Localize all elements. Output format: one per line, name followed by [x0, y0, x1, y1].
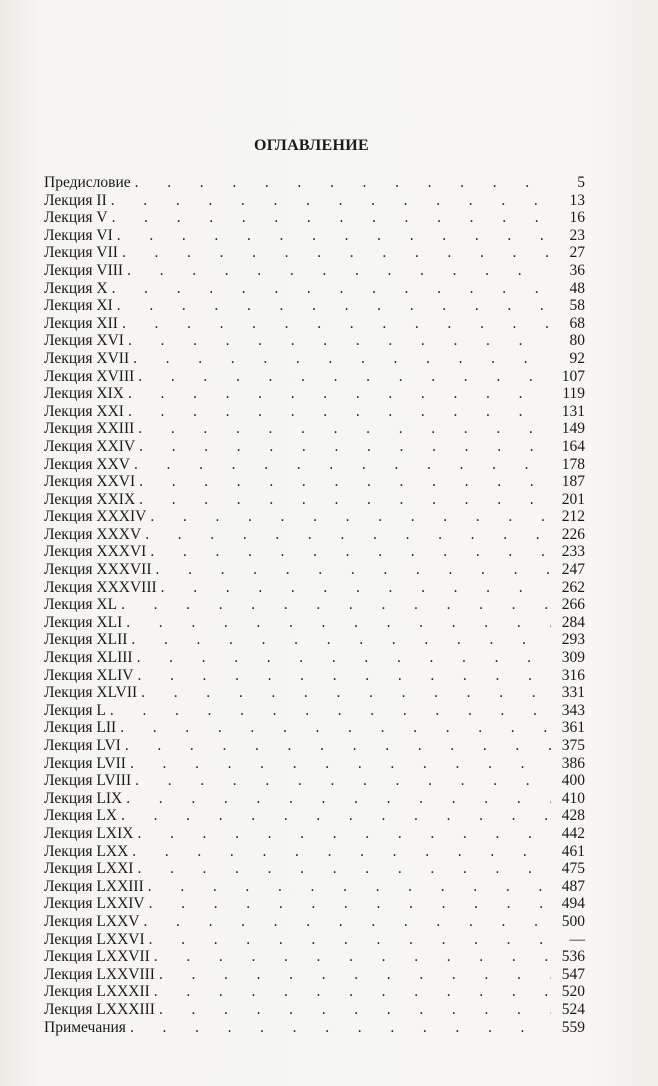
toc-entry-page: 233 — [561, 543, 585, 561]
toc-leader-dots — [135, 772, 551, 790]
toc-entry-title: Лекция L — [44, 701, 106, 719]
toc-leader-dots — [137, 667, 551, 685]
toc-leader-dots — [126, 614, 551, 632]
toc-entry-page: 524 — [561, 1000, 585, 1018]
toc-entry-title: Лекция VI — [44, 226, 113, 244]
toc-entry-title: Лекция XXXVIII — [44, 578, 157, 596]
toc-entry-title: Лекция LVI — [44, 737, 121, 754]
toc-leader-dots — [145, 526, 551, 544]
toc-entry-title: Предисловие — [44, 174, 131, 191]
toc-entry — [44, 983, 585, 1001]
toc-entry — [44, 667, 585, 685]
toc-leader-dots — [133, 350, 551, 368]
toc-entry-title: Лекция XXXV — [44, 525, 142, 543]
toc-entry-title: Лекция LVIII — [44, 772, 132, 790]
toc-leader-dots — [127, 262, 551, 280]
toc-entry-title: Лекция VIII — [44, 261, 124, 279]
toc-entry-title: Примечания — [44, 1018, 126, 1036]
toc-entry — [44, 684, 585, 702]
toc-entry — [44, 790, 585, 808]
toc-entry-title: Лекция XLI — [44, 613, 123, 631]
toc-entry — [44, 631, 585, 649]
toc-entry-title: Лекция XXIII — [44, 420, 135, 438]
toc-entry-page: 36 — [569, 261, 585, 279]
toc-leader-dots — [137, 860, 551, 878]
toc-entry — [44, 649, 585, 667]
toc-entry-page: 400 — [561, 772, 585, 790]
toc-entry — [44, 596, 585, 614]
toc-entry — [44, 737, 585, 755]
toc-entry-page: 331 — [561, 684, 585, 702]
toc-entry — [44, 385, 585, 403]
toc-entry-title: Лекция XXIX — [44, 490, 136, 508]
toc-entry — [44, 719, 585, 737]
toc-entry-page: 386 — [561, 754, 585, 772]
toc-entry-page: 410 — [561, 789, 585, 807]
toc-entry-title: Лекция XII — [44, 314, 118, 332]
toc-entry-page: 178 — [561, 455, 585, 473]
toc-entry-title: Лекция LXIX — [44, 824, 134, 842]
toc-leader-dots — [154, 948, 551, 966]
toc-entry — [44, 438, 585, 456]
toc-entry-page: 475 — [561, 860, 585, 878]
toc-entry — [44, 403, 585, 421]
toc-leader-dots — [117, 227, 551, 245]
toc-entry-page: 68 — [569, 314, 585, 332]
toc-leader-dots — [139, 473, 551, 491]
toc-entry-title: Лекция LIX — [44, 789, 123, 807]
toc-leader-dots — [130, 1019, 551, 1037]
toc-leader-dots — [143, 913, 551, 931]
toc-leader-dots — [137, 649, 551, 667]
toc-entry — [44, 420, 585, 438]
toc-entry-title: Лекция X — [44, 279, 108, 297]
toc-entry-page: 442 — [561, 824, 585, 842]
toc-entry — [44, 1001, 585, 1019]
toc-leader-dots — [128, 403, 551, 421]
toc-entry-title: Лекция XXXVII — [44, 561, 152, 579]
toc-entry — [44, 931, 585, 949]
toc-leader-dots — [161, 579, 551, 597]
toc-entry — [44, 895, 585, 913]
toc-entry-page: 309 — [561, 649, 585, 667]
toc-entry — [44, 297, 585, 315]
toc-leader-dots — [112, 209, 551, 227]
toc-entry — [44, 209, 585, 227]
toc-entry — [44, 807, 585, 825]
toc-entry-title: Лекция XVII — [44, 349, 130, 367]
toc-entry — [44, 192, 585, 210]
toc-entry-title: Лекция XLIV — [44, 666, 134, 684]
toc-entry-page: 375 — [561, 737, 585, 754]
toc-leader-dots — [135, 174, 551, 192]
toc-leader-dots — [128, 385, 551, 403]
toc-leader-dots — [128, 332, 551, 350]
toc-entry-page: 107 — [561, 367, 585, 385]
toc-entry-title: Лекция LXXIV — [44, 895, 145, 913]
toc-entry-page: 343 — [561, 701, 585, 719]
toc-leader-dots — [150, 508, 551, 526]
toc-entry-page: 13 — [569, 191, 585, 209]
toc-entry-title: Лекция V — [44, 209, 108, 227]
toc-entry-page: 547 — [561, 965, 585, 983]
toc-leader-dots — [134, 456, 551, 474]
toc-entry — [44, 579, 585, 597]
toc-leader-dots — [120, 719, 551, 737]
toc-leader-dots — [110, 702, 551, 720]
toc-entry — [44, 561, 585, 579]
toc-entry-page: 284 — [561, 613, 585, 631]
toc-leader-dots — [111, 192, 551, 210]
toc-entry-title: Лекция XXV — [44, 455, 130, 473]
toc-entry — [44, 227, 585, 245]
toc-entry-title: Лекция XXXVI — [44, 543, 147, 561]
toc-entry-page: 247 — [561, 561, 585, 579]
toc-entry-title: Лекция XXIV — [44, 437, 136, 455]
toc-entry-page: 201 — [561, 490, 585, 508]
toc-entry — [44, 614, 585, 632]
toc-entry — [44, 508, 585, 526]
toc-entry-page: 5 — [577, 174, 585, 191]
toc-leader-dots — [121, 596, 551, 614]
toc-entry-page: 262 — [561, 578, 585, 596]
toc-entry-title: Лекция XLII — [44, 631, 128, 649]
toc-entry-page: 92 — [569, 349, 585, 367]
toc-leader-dots — [149, 895, 551, 913]
toc-leader-dots — [131, 631, 551, 649]
toc-entry-page: 187 — [561, 473, 585, 491]
toc-entry — [44, 755, 585, 773]
toc-entry-title: Лекция LXXXIII — [44, 1000, 155, 1018]
toc-entry-page: 27 — [569, 244, 585, 262]
toc-leader-dots — [122, 315, 551, 333]
toc-entry-title: Лекция LVII — [44, 754, 126, 772]
toc-entry-page: 461 — [561, 842, 585, 860]
toc-entry-title: Лекция XVI — [44, 332, 124, 350]
toc-leader-dots — [138, 368, 551, 386]
table-of-contents — [44, 174, 585, 1036]
toc-leader-dots — [130, 755, 551, 773]
toc-leader-dots — [159, 966, 551, 984]
toc-leader-dots — [148, 878, 551, 896]
toc-entry-page: 293 — [561, 631, 585, 649]
toc-entry — [44, 315, 585, 333]
toc-leader-dots — [141, 684, 551, 702]
toc-entry-title: Лекция XXI — [44, 402, 124, 420]
toc-entry-title: Лекция XLVII — [44, 684, 138, 702]
toc-entry-title: Лекция VII — [44, 244, 118, 262]
toc-entry-page: 226 — [561, 525, 585, 543]
toc-entry — [44, 174, 585, 192]
toc-entry — [44, 878, 585, 896]
toc-entry — [44, 473, 585, 491]
toc-entry-title: Лекция LXXIII — [44, 877, 144, 895]
toc-leader-dots — [138, 420, 551, 438]
toc-entry — [44, 526, 585, 544]
toc-leader-dots — [125, 737, 551, 755]
toc-entry-title: Лекция LXXI — [44, 860, 134, 878]
toc-entry-title: Лекция LXXXII — [44, 983, 150, 1001]
toc-entry — [44, 491, 585, 509]
toc-entry — [44, 244, 585, 262]
toc-leader-dots — [150, 543, 551, 561]
toc-entry — [44, 843, 585, 861]
toc-entry-title: Лекция XXVI — [44, 473, 136, 491]
toc-entry-title: Лекция XLIII — [44, 649, 133, 667]
toc-leader-dots — [132, 843, 551, 861]
toc-entry — [44, 702, 585, 720]
toc-entry — [44, 456, 585, 474]
toc-leader-dots — [121, 807, 551, 825]
toc-entry-page: 149 — [561, 420, 585, 438]
toc-leader-dots — [149, 931, 551, 949]
toc-entry — [44, 966, 585, 984]
toc-entry-title: Лекция II — [44, 191, 107, 209]
toc-entry-title: Лекция LXXVII — [44, 948, 150, 966]
toc-entry-page: 23 — [569, 226, 585, 244]
toc-entry — [44, 948, 585, 966]
toc-entry — [44, 262, 585, 280]
toc-entry-title: Лекция XI — [44, 297, 113, 315]
toc-leader-dots — [156, 561, 551, 579]
toc-entry-page: 131 — [561, 402, 585, 420]
toc-entry — [44, 543, 585, 561]
toc-entry-page: 500 — [561, 912, 585, 930]
toc-entry — [44, 350, 585, 368]
toc-entry-page: 487 — [561, 877, 585, 895]
toc-entry-title: Лекция XIX — [44, 385, 124, 403]
toc-leader-dots — [139, 491, 551, 509]
toc-entry-title: Лекция XXXIV — [44, 508, 147, 526]
toc-entry-page: 520 — [561, 983, 585, 1001]
toc-entry — [44, 860, 585, 878]
toc-entry-page: 316 — [561, 666, 585, 684]
toc-entry-page: 212 — [561, 508, 585, 526]
toc-entry-page: 58 — [569, 297, 585, 315]
toc-leader-dots — [126, 790, 551, 808]
toc-entry-page: 80 — [569, 332, 585, 350]
toc-entry-page: 559 — [561, 1018, 585, 1036]
toc-entry-page: 361 — [561, 719, 585, 737]
toc-entry-title: Лекция LII — [44, 719, 117, 737]
toc-entry-page: 48 — [569, 279, 585, 297]
toc-entry-page: — — [569, 930, 585, 948]
toc-entry — [44, 772, 585, 790]
toc-entry — [44, 280, 585, 298]
toc-entry-title: Лекция XVIII — [44, 367, 135, 385]
toc-entry-title: Лекция XL — [44, 596, 118, 614]
toc-leader-dots — [122, 244, 551, 262]
toc-entry-page: 16 — [569, 209, 585, 227]
toc-entry-title: Лекция LX — [44, 807, 118, 825]
toc-entry — [44, 825, 585, 843]
toc-entry-page: 164 — [561, 437, 585, 455]
toc-entry-title: Лекция LXXVIII — [44, 965, 155, 983]
toc-leader-dots — [139, 438, 551, 456]
toc-entry-page: 536 — [561, 948, 585, 966]
page-title: ОГЛАВЛЕНИЕ — [254, 137, 369, 154]
toc-entry-page: 266 — [561, 596, 585, 614]
toc-entry — [44, 1019, 585, 1037]
toc-leader-dots — [112, 280, 551, 298]
toc-leader-dots — [117, 297, 551, 315]
toc-entry — [44, 913, 585, 931]
toc-entry-title: Лекция LXX — [44, 842, 129, 860]
toc-entry — [44, 332, 585, 350]
toc-leader-dots — [154, 983, 551, 1001]
toc-entry-page: 494 — [561, 895, 585, 913]
toc-entry — [44, 368, 585, 386]
toc-entry-title: Лекция LXXVI — [44, 930, 145, 948]
toc-leader-dots — [137, 825, 551, 843]
toc-leader-dots — [159, 1001, 551, 1019]
toc-entry-page: 428 — [561, 807, 585, 825]
toc-entry-title: Лекция LXXV — [44, 912, 140, 930]
toc-entry-page: 119 — [562, 385, 585, 403]
